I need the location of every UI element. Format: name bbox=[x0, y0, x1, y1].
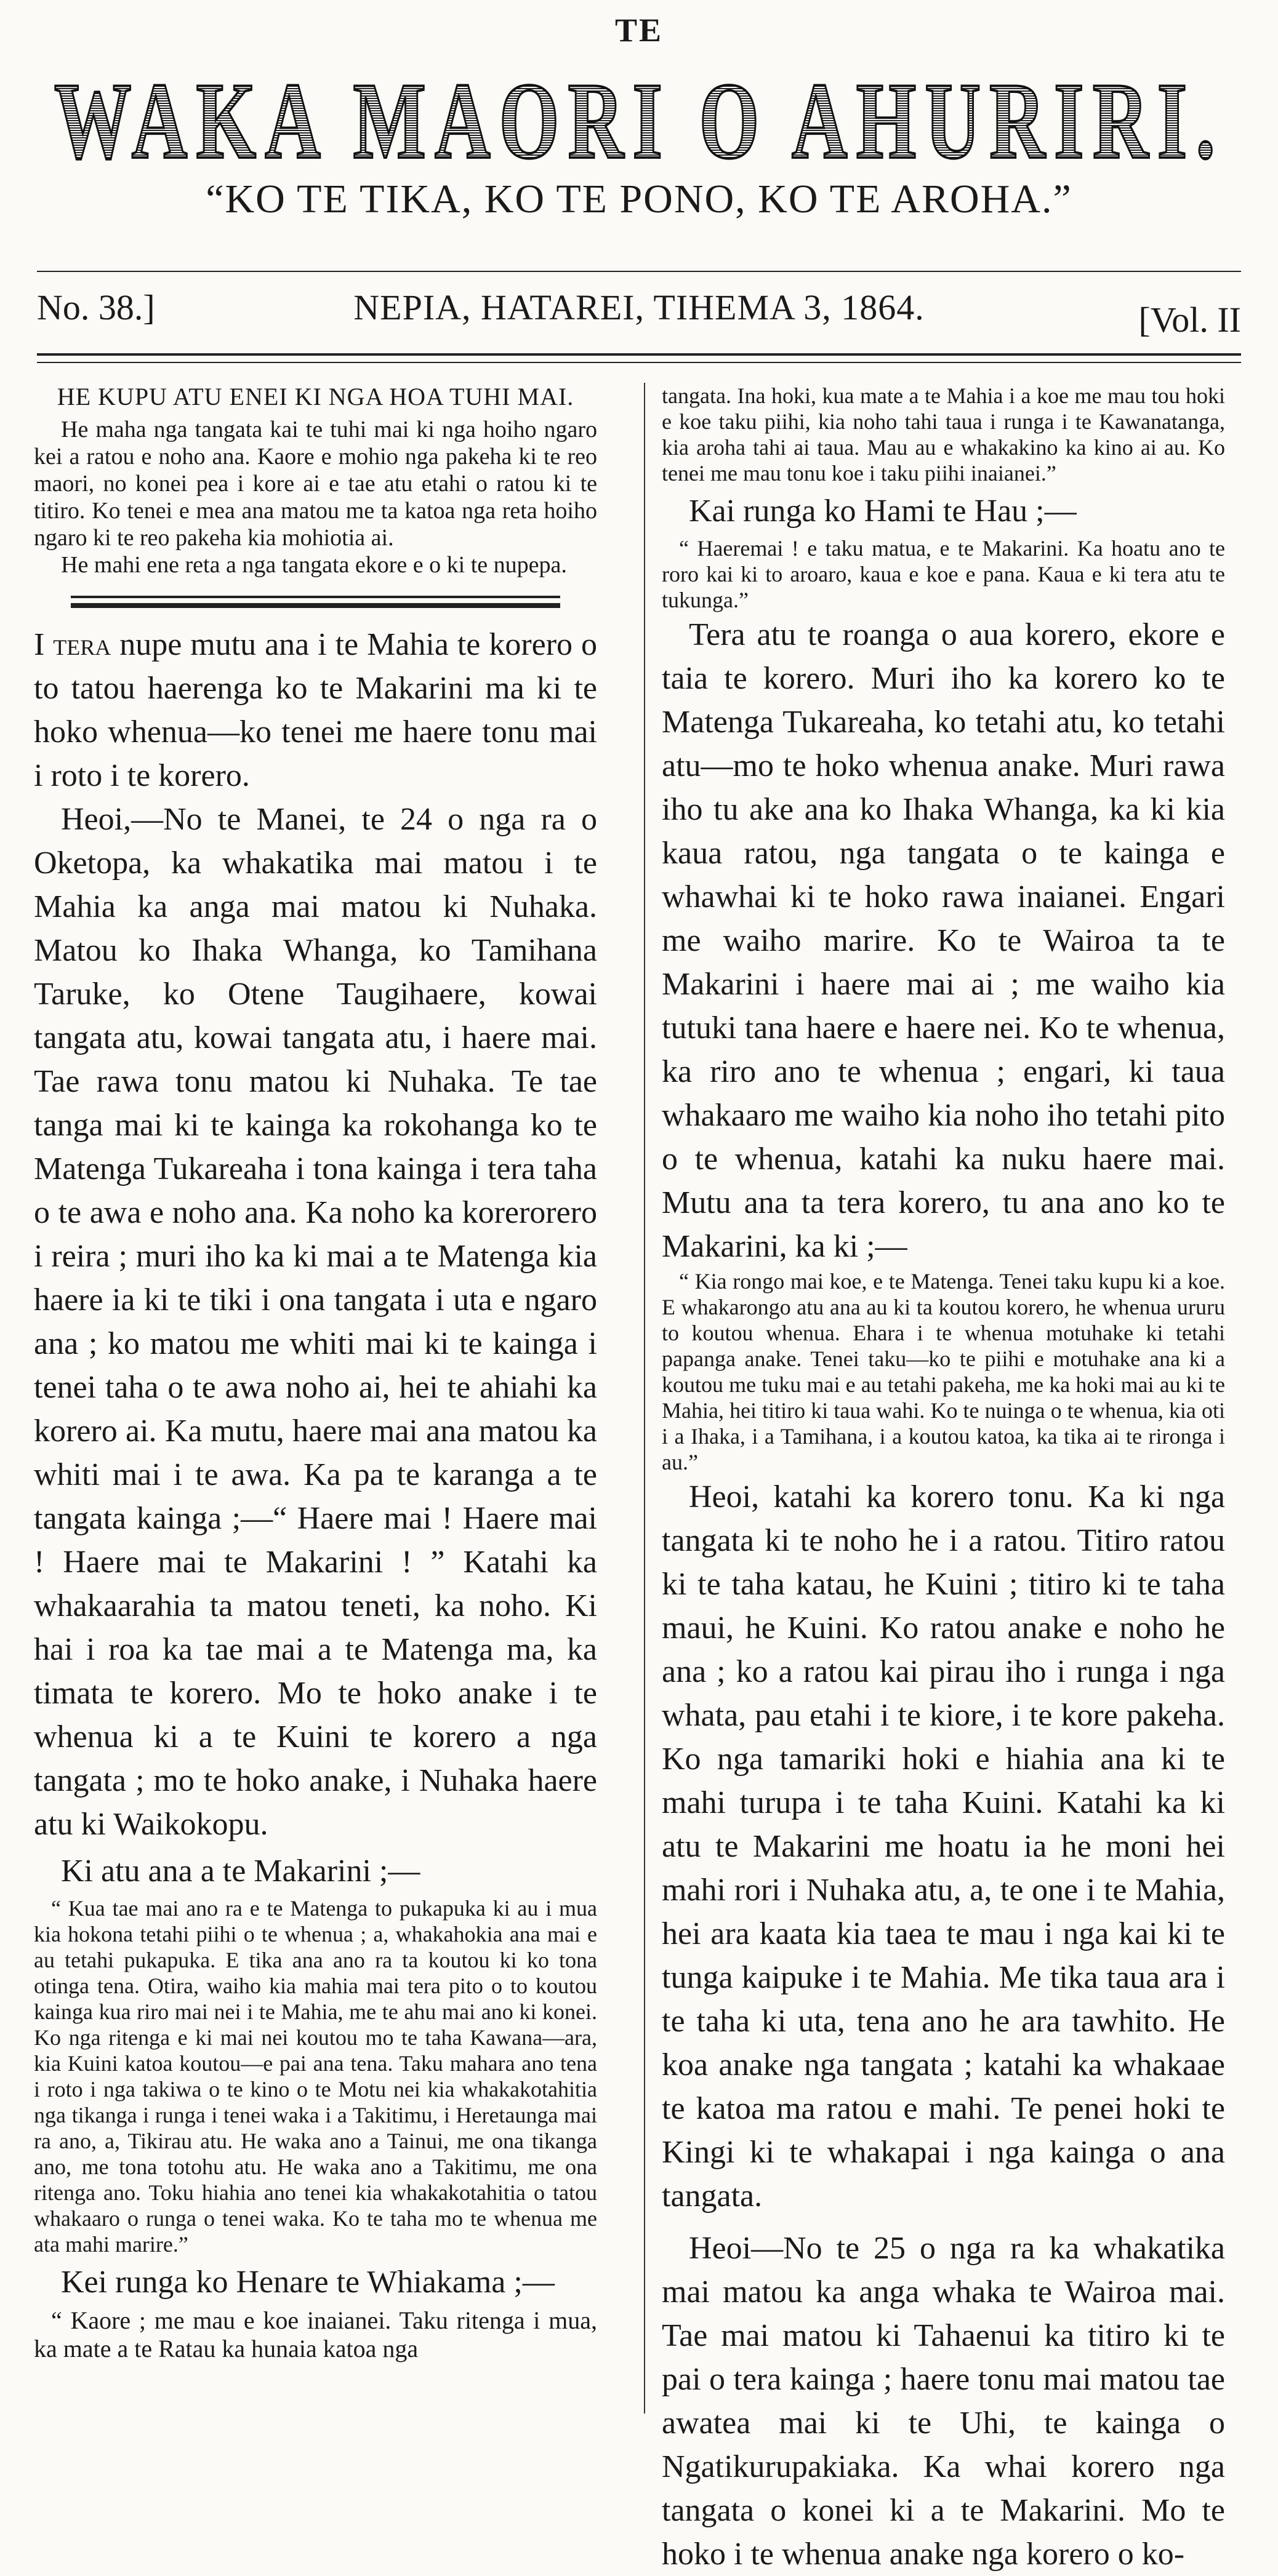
masthead-title bbox=[37, 53, 1241, 188]
quoted-speech: “ Kua tae mai ano ra e te Matenga to pukapuka ki au i mua kia hokona tetahi piihi o te whenua ; a, whakahokia ana mai e au tetahi pukapuka. E tika ana ano ra ta koutou ki ko tona otinga tena. Otira, waiho kia mahia mai tera pito o to koutou kainga kua riro mai nei i te Mahia, me te ahu mai ano ki konei. Ko nga ritenga e ki mai nei koutou mo te taha Kawana—ara, kia Kuini katoa koutou—e pai ana tena. Taku mahara ano tena i roto i nga takiwa o te kino o te Motu nei kia whakakotahitia nga tikanga i runga i tenei waka i a Takitimu, i Heretaunga mai ra ano, a, Tikirau atu. He waka ano a Tainui, me ona tikanga ano, me tona totohu atu. He waka ano a Takitimu, me ona ritenga ano. Toku hiahia ano tenei kia whakakotahitia o tatou whakaaro o runga o tenei waka. Ko te taha mo te whenua me ata mahi marire.” bbox=[34, 1896, 597, 2257]
masthead-te: TE bbox=[614, 12, 664, 49]
article-text: nupe mutu ana i te Mahia te korero o to tatou haerenga ko te Makarini ma ki te hoko whenua—ko tenei me haere tonu mai i roto i te korero. bbox=[34, 627, 597, 793]
notice-heading: HE KUPU ATU ENEI KI NGA HOA TUHI MAI. bbox=[57, 383, 574, 410]
speaker-line: Kei runga ko Henare te Whiakama ;— bbox=[61, 2265, 555, 2300]
article-paragraph: Heoi,—No te Manei, te 24 o nga ra o Oketopa, ka whakatika mai matou i te Mahia ka anga mai matou ki Nuhaka. Matou ko Ihaka Whanga, ko Tamihana Taruke, ko Otene Taugihaere, kowai tangata atu, kowai tangata atu, i haere mai. Tae rawa tonu matou ki Nuhaka. Te tae tanga mai ki te kainga ka rokohanga ko te Matenga Tukareaha i tona kainga i tera taha o te awa e noho ana. Ka noho ka korerorero i reira ; muri iho ka ki mai a te Matenga kia haere ia ki te tiki i ona tangata i uta e ngaro ana ; ko matou me whiti mai ki te kainga i tenei taha o te awa noho ai, hei te ahiahi ka korero ai. Ka mutu, haere mai ana matou ka whiti mai i te awa. Ka pa te karanga a te tangata kainga ;—“ Haere mai ! Haere mai ! Haere mai te Makarini ! ” Katahi ka whakaarahia ta matou teneti, ka noho. Ki hai i roa ka tae mai a te Matenga ma, ka timata te korero. Mo te hoko anake i te whenua ki a te Kuini te korero a nga tangata ; mo te hoko anake, i Nuhaka haere atu ki Waikokopu. bbox=[34, 802, 597, 1842]
section-separator bbox=[34, 596, 597, 608]
dateline bbox=[37, 283, 1241, 338]
left-column bbox=[34, 383, 597, 2363]
quoted-speech: “ Haeremai ! e taku matua, e te Makarini. Ka hoatu ano te roro kai ki to aroaro, kaua e koe e pana. Kaua e ki tera atu te tukunga.” bbox=[662, 536, 1225, 612]
quoted-speech: “ Kia rongo mai koe, e te Matenga. Tenei taku kupu ki a koe. E whakarongo atu ana au ki ta koutou korero, he whenua ururu to koutou whenua. Ehara i te whenua motuhake ki tetahi papanga anake. Tenei taku—ko te piihi e motuhake ana ki a koutou me tuku mai e au tetahi pakeha, me ka hoki mai au ki te Mahia, hei titiro ki taua wahi. Ko te nuinga o te whenua, kia oti i a Ihaka, i a Tamihana, i a koutou katoa, ka tika ai te rironga i au.” bbox=[662, 1269, 1225, 1474]
article-paragraph: Tera atu te roanga o aua korero, ekore e taia te korero. Muri iho ka korero ko te Matenga Tukareaha, ko tetahi atu, ko tetahi atu—mo te hoko whenua anake. Muri rawa iho tu ake ana ko Ihaka Whanga, ka ki kia kaua ratou, nga tangata o te kainga e whawhai ki te hoko rawa inaianei. Engari me waiho marire. Ko te Wairoa ta te Makarini i haere mai ai ; me waiho kia tutuki tana haere e haere nei. Ko te whenua, ka riro ano te whenua ; engari, ki taua whakaaro me waiho kia noho iho tetahi pito o te whenua, katahi ka nuku haere mai. Mutu ana ta tera korero, tu ana ano ko te Makarini, ka ki ;— bbox=[662, 617, 1225, 1264]
column-divider bbox=[644, 383, 645, 2414]
article-paragraph bbox=[34, 623, 597, 798]
issue-date: NEPIA, HATAREI, TIHEMA 3, 1864. bbox=[353, 287, 925, 327]
notice-paragraph: He maha nga tangata kai te tuhi mai ki nga hoiho ngaro kei a ratou e noho ana. Kaore e mohio nga pakeha ki te reo maori, no konei pea i kore ai e tae atu etahi o ratou ki te titiro. Ko tenei e mea ana matou me ta katoa nga reta hoiho ngaro ki te reo pakeha kia mohiotia ai. bbox=[34, 417, 597, 551]
speaker-line: Ki atu ana a te Makarini ;— bbox=[61, 1854, 420, 1889]
issue-number: No. 38.] bbox=[37, 287, 155, 327]
masthead-title-text: WAKA MAORI O AHURIRI. bbox=[54, 60, 1224, 182]
volume-number: [Vol. II bbox=[1138, 300, 1241, 340]
masthead-motto: “KO TE TIKA, KO TE PONO, KO TE AROHA.” bbox=[206, 177, 1072, 222]
dateline-top-rule bbox=[37, 271, 1241, 272]
article-paragraph: Heoi—No te 25 o nga ra ka whakatika mai matou ka anga whaka te Wairoa mai. Tae mai matou ki Tahaenui ka titiro ki te pai o tera kainga ; haere tonu mai matou tae awatea mai ki te Uhi, te kainga o Ngatikurupakiaka. Ka whai korero nga tangata o konei ki a te Makarini. Mo te hoko i te whenua anake nga korero o ko- bbox=[662, 2231, 1225, 2572]
quoted-speech: “ Kaore ; me mau e koe inaianei. Taku ritenga i mua, ka mate a te Ratau ka hunaia katoa nga bbox=[34, 2306, 597, 2362]
quoted-speech: tangata. Ina hoki, kua mate a te Mahia i a koe me mau tou hoki e koe taku piihi, kia noho tahi taua i runga i te Kawanatanga, kia aroha tahi ai taua. Mau au e whakakino ka kino ai au. Ko tenei me mau tonu koe i taku piihi inaianei.” bbox=[662, 383, 1225, 486]
notice-paragraph: He mahi ene reta a nga tangata ekore e o ki te nupepa. bbox=[61, 552, 567, 578]
right-column bbox=[662, 383, 1225, 2576]
dateline-bottom-rule bbox=[37, 353, 1241, 363]
article-lead: I tera bbox=[34, 627, 111, 662]
speaker-line: Kai runga ko Hami te Hau ;— bbox=[689, 494, 1077, 529]
article-paragraph: Heoi, katahi ka korero tonu. Ka ki nga tangata ki te noho he i a ratou. Titiro ratou ki te taha katau, he Kuini ; titiro ki te taha maui, he Kuini. Ko ratou anake e noho he ana ; ko a ratou kai pirau iho i runga i nga whata, pau etahi i te kiore, i te kore pakeha. Ko nga tamariki hoki e hiahia ana ki te mahi turupa i te taha Kuini. Katahi ka ki atu te Makarini me hoatu ia he moni hei mahi rori i Nuhaka atu, a, te one i te Mahia, hei ara kaata kia taea te mau i nga kai ki te tunga kaipuke i te Mahia. Me tika taua ara i te taha ki uta, tena ano he ara tawhito. He koa anake nga tangata ; katahi ka whakaae te katoa ma ratou e mahi. Te penei hoki te Kingi ki te whakapai i nga kainga o ana tangata. bbox=[662, 1479, 1225, 2214]
